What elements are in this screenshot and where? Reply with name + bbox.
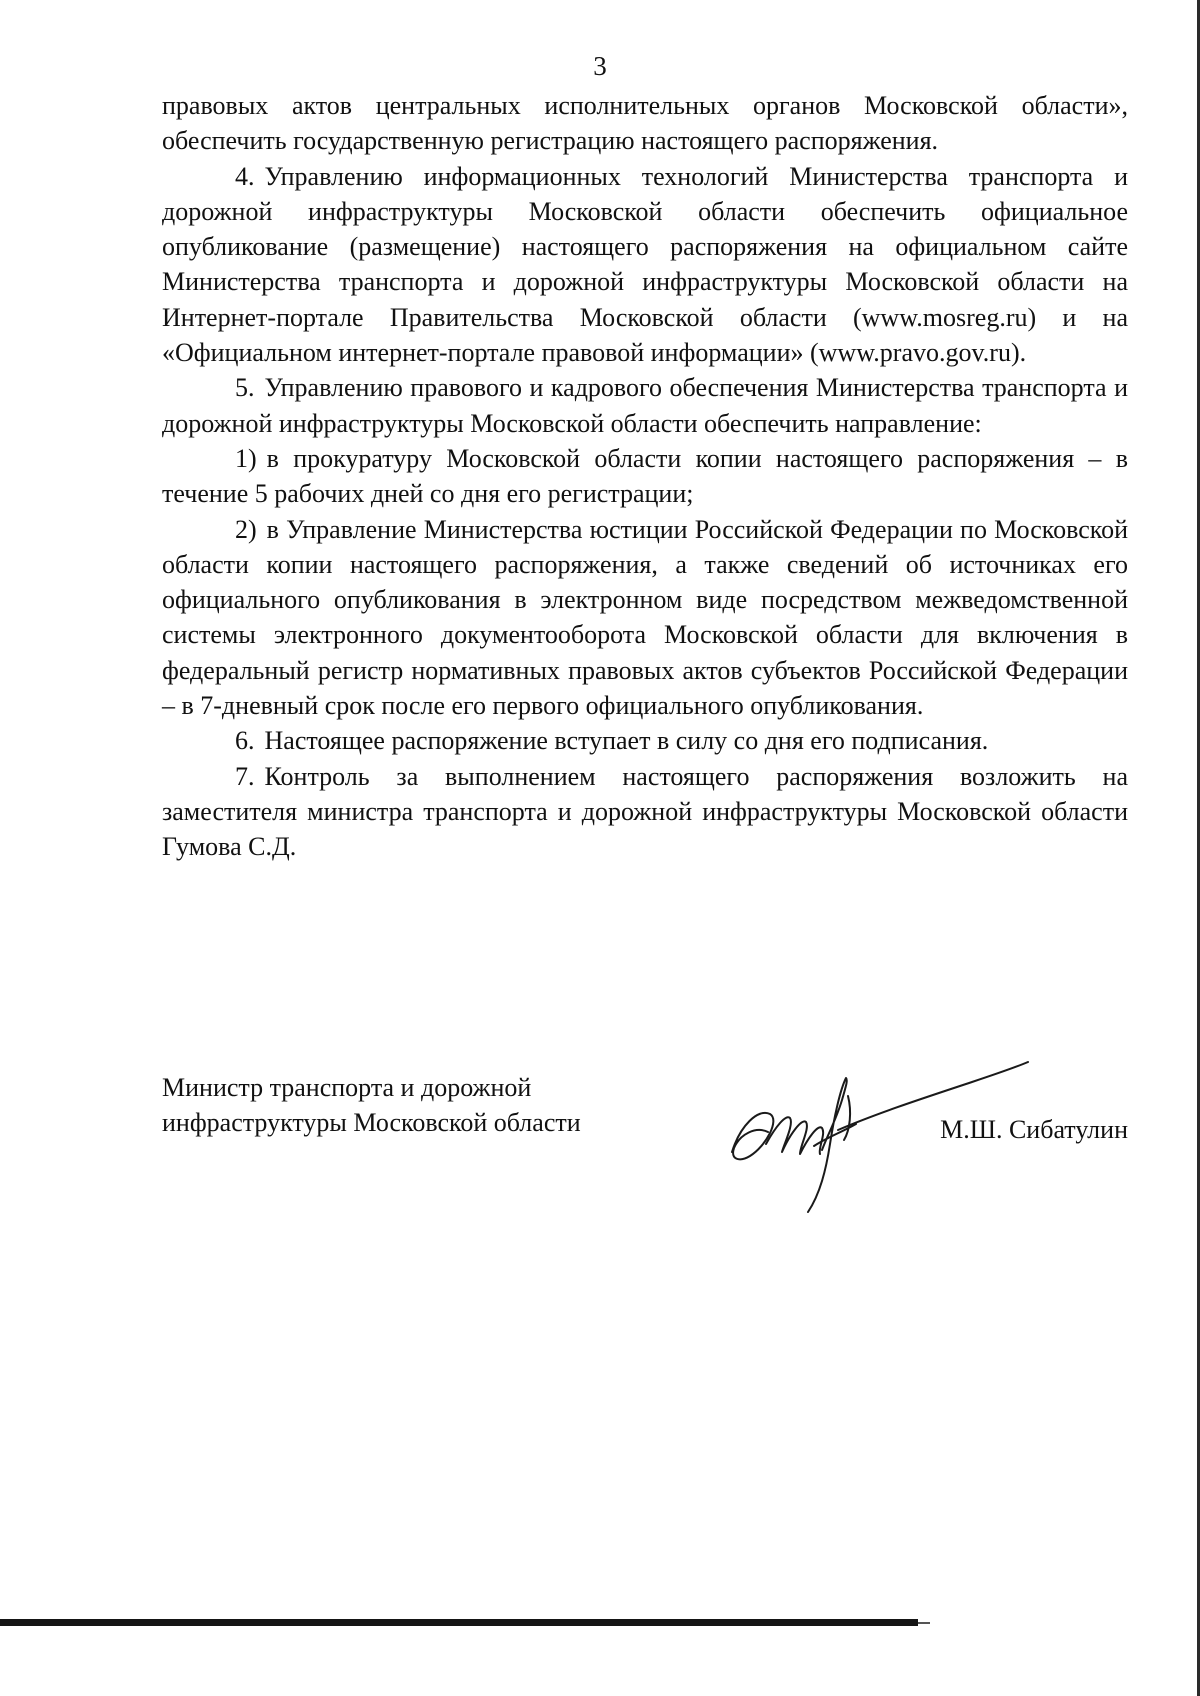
signatory-name: М.Ш. Сибатулин [940,1115,1128,1144]
paragraph-text: Контроль за выполнением настоящего распоряжения возложить на заместителя министра транспорта и дорожной инфраструктуры Московской области Гумова С.Д. [162,761,1128,862]
document-body [162,88,1128,865]
paragraph-number: 4. [235,161,255,191]
paragraph-6 [162,723,1128,758]
paragraph-number: 5. [235,373,255,403]
paragraph-text: Управлению информационных технологий Министерства транспорта и дорожной инфраструктуры Московской области обеспечить официальное опубликование (размещение) настоящего распоряжения на официальном сайте Министерства транспорта и дорожной инфраструктуры Московской области на Интернет-портале Правительства Московской области (www.mosreg.ru) и на «Официальном интернет-портале правовой информации» (www.pravo.gov.ru). [162,161,1128,368]
page-number: 3 [593,51,607,81]
scan-border-line-tail [918,1622,930,1624]
paragraph-number: 6. [235,726,255,756]
paragraph-text: Настоящее распоряжение вступает в силу со дня его подписания. [264,726,989,756]
subparagraph-5-2 [162,512,1128,724]
signatory-position [162,1070,662,1140]
paragraph-text: в Управление Министерства юстиции Российской Федерации по Московской области копии настоящего распоряжения, а также сведений об источниках его официального опубликования в электронном виде посредством межведомственной системы электронного документооборота Московской области для включения в федеральный регистр нормативных правовых актов субъектов Российской Федерации – в 7-дневный срок после его первого официального опубликования. [162,514,1128,721]
paragraph-text: в прокуратуру Московской области копии настоящего распоряжения – в течение 5 рабочих дней со дня его регистрации; [162,443,1128,509]
signature-block [162,1070,1128,1190]
subparagraph-5-1 [162,441,1128,512]
paragraph-number: 7. [235,761,255,791]
paragraph-5 [162,370,1128,441]
scan-border-line [0,1619,918,1626]
paragraph-4 [162,159,1128,371]
paragraph-number: 2) [235,514,257,544]
paragraph-text: правовых актов центральных исполнительных органов Московской области», обеспечить государственную регистрацию настоящего распоряжения. [162,91,1128,156]
paragraph-3-continuation [162,88,1128,159]
paragraph-7 [162,759,1128,865]
paragraph-number: 1) [235,443,257,473]
signatory-position-line-2: инфраструктуры Московской области [162,1108,581,1137]
paragraph-text: Управлению правового и кадрового обеспечения Министерства транспорта и дорожной инфраструктуры Московской области обеспечить направление: [162,373,1128,438]
signatory-position-line-1: Министр транспорта и дорожной [162,1073,532,1102]
